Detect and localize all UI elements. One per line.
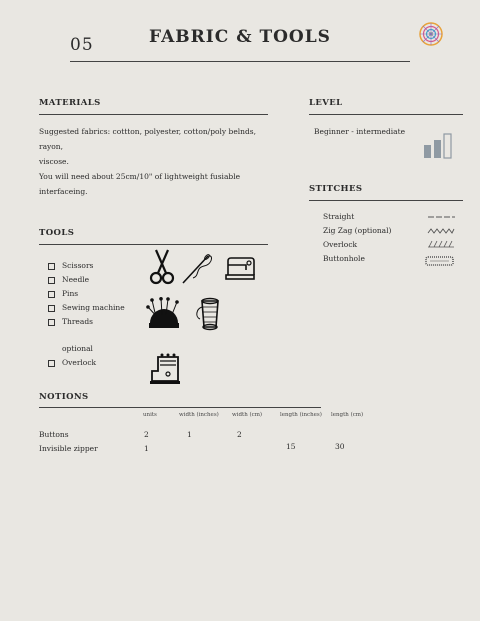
optional-label: optional bbox=[62, 344, 93, 353]
materials-rule bbox=[39, 114, 268, 115]
brand-logo-icon bbox=[418, 21, 444, 47]
notion-name-buttons: Buttons bbox=[39, 430, 69, 439]
checkbox-needle[interactable] bbox=[48, 277, 55, 284]
tools-title: TOOLS bbox=[39, 228, 75, 238]
level-rule bbox=[309, 114, 463, 115]
stitch-label-overlock: Overlock bbox=[323, 240, 358, 249]
zigzag-stitch-icon bbox=[427, 227, 455, 235]
pincushion-icon bbox=[146, 297, 182, 331]
tool-label-needle: Needle bbox=[62, 275, 90, 284]
notion-cell: 2 bbox=[237, 430, 242, 439]
checkbox-overlock[interactable] bbox=[48, 360, 55, 367]
overlock-stitch-icon bbox=[427, 240, 455, 249]
thread-spool-icon bbox=[194, 297, 226, 331]
materials-title: MATERIALS bbox=[39, 98, 101, 108]
notions-rule bbox=[39, 407, 321, 408]
materials-line: You will need about 25cm/10" of lightweight fusiable interfaceing. bbox=[39, 172, 241, 196]
page-number: 05 bbox=[70, 35, 94, 55]
page-title: FABRIC & TOOLS bbox=[149, 27, 331, 47]
tool-label-threads: Threads bbox=[62, 317, 93, 326]
notion-name-invisible-zipper: Invisible zipper bbox=[39, 444, 98, 453]
notion-cell: 2 bbox=[144, 430, 149, 439]
stitch-label-straight: Straight bbox=[323, 212, 355, 221]
level-bars-icon bbox=[423, 133, 455, 160]
notion-cell: 1 bbox=[187, 430, 192, 439]
notion-cell: 1 bbox=[144, 444, 149, 453]
notions-header-width-in: width (inches) bbox=[179, 412, 219, 418]
tool-label-scissors: Scissors bbox=[62, 261, 94, 270]
level-text: Beginner - intermediate bbox=[314, 127, 406, 136]
buttonhole-stitch-icon bbox=[424, 255, 456, 267]
stitch-label-buttonhole: Buttonhole bbox=[323, 254, 365, 263]
materials-text bbox=[39, 124, 279, 199]
overlock-machine-icon bbox=[148, 351, 182, 385]
materials-line: Suggested fabrics: cottton, polyester, cotton/poly belnds, rayon, bbox=[39, 127, 257, 151]
notions-header-length-in: length (inches) bbox=[280, 412, 322, 418]
stitches-rule bbox=[309, 200, 463, 201]
level-title: LEVEL bbox=[309, 98, 343, 108]
notions-title: NOTIONS bbox=[39, 392, 89, 402]
checkbox-scissors[interactable] bbox=[48, 263, 55, 270]
checkbox-threads[interactable] bbox=[48, 319, 55, 326]
tool-label-overlock: Overlock bbox=[62, 358, 97, 367]
notions-header-length-cm: length (cm) bbox=[331, 412, 364, 418]
notions-header-units: units bbox=[143, 412, 157, 418]
straight-stitch-icon bbox=[427, 214, 455, 220]
tool-label-pins: Pins bbox=[62, 289, 79, 298]
scissors-icon bbox=[148, 249, 176, 287]
sewing-machine-icon bbox=[224, 255, 256, 281]
notion-cell: 15 bbox=[286, 442, 296, 451]
tool-label-sewing-machine: Sewing machine bbox=[62, 303, 125, 312]
tools-rule bbox=[39, 244, 268, 245]
stitches-title: STITCHES bbox=[309, 184, 363, 194]
notion-cell: 30 bbox=[335, 442, 345, 451]
notions-header-width-cm: width (cm) bbox=[232, 412, 263, 418]
materials-line: viscose. bbox=[39, 157, 69, 166]
checkbox-sewing-machine[interactable] bbox=[48, 305, 55, 312]
needle-icon bbox=[180, 250, 216, 286]
header-divider bbox=[70, 61, 410, 62]
stitch-label-zigzag: Zig Zag (optional) bbox=[323, 226, 392, 235]
checkbox-pins[interactable] bbox=[48, 291, 55, 298]
